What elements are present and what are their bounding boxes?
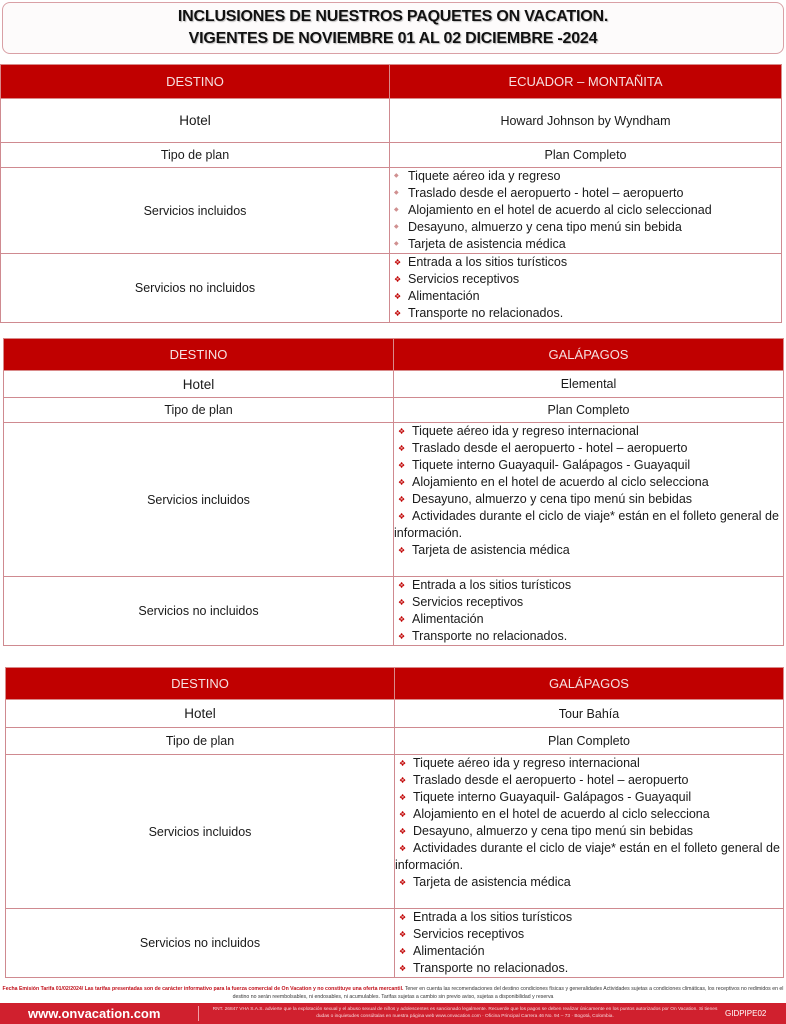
bullet-icon: ❖ [398,632,406,641]
list-item: ❖ Transporte no relacionados. [394,306,564,320]
included-services-cell [395,755,784,909]
hotel-value: Howard Johnson by Wyndham [390,99,782,143]
bullet-icon: ❖ [398,615,406,624]
table-row [6,909,784,978]
document-header [2,2,784,54]
plan-label: Tipo de plan [4,398,394,423]
bullet-icon: ❖ [398,598,406,607]
included-services-label: Servicios incluidos [1,168,390,254]
destino-label: DESTINO [6,668,395,700]
list-item: ❖ Entrada a los sitios turísticos [399,910,573,924]
package-table [3,338,784,646]
list-item: ❖ Alimentación [394,289,480,303]
bullet-icon: ❖ [399,776,407,785]
destino-value: GALÁPAGOS [395,668,784,700]
list-item: ❖ Alimentación [398,612,484,626]
package-table [0,64,782,323]
included-services-list [395,755,783,891]
list-item: ◆ Alojamiento en el hotel de acuerdo al ciclo seleccionad [394,203,712,217]
excluded-services-list [394,577,783,645]
list-item: ❖ Alojamiento en el hotel de acuerdo al ciclo selecciona [398,475,709,489]
disclaimer-text [0,985,786,1001]
excluded-services-label: Servicios no incluidos [4,577,394,646]
list-item: ❖ Alojamiento en el hotel de acuerdo al ciclo selecciona [399,807,710,821]
document-code: GIDPIPE02 [725,1009,767,1018]
table-row [1,143,782,168]
bullet-icon: ❖ [399,759,407,768]
list-item: ❖ Tiquete aéreo ida y regreso internacional [398,424,639,438]
table-row [6,700,784,728]
hotel-label: Hotel [4,371,394,398]
bullet-icon: ❖ [399,827,407,836]
table-row [6,728,784,755]
hotel-label: Hotel [6,700,395,728]
included-services-label: Servicios incluidos [4,423,394,577]
package-table [5,667,784,978]
bullet-icon: ❖ [399,947,407,956]
hotel-value: Elemental [394,371,784,398]
bullet-icon: ❖ [398,512,406,521]
included-services-cell [394,423,784,577]
destino-label: DESTINO [1,65,390,99]
hotel-label: Hotel [1,99,390,143]
hotel-value: Tour Bahía [395,700,784,728]
table-row [1,168,782,254]
table-header-row [6,668,784,700]
footer-legal-text: RNT. 26847 VHA S.A.S. advierte que la explotación sexual y el abuso sexual de niños y adolescentes es sancionado legalmente. Recuerde que los pagos se deben realizar únicamente en los puntos autorizados por On Vacation. Si tienes dudas o inquietudes consúltalas en nuestra página web www.onvacation.com · Oficina Principal Carrera 46 No. 94 – 73 · Bogotá, Colombia. [212,1007,718,1019]
bullet-icon: ❖ [399,793,407,802]
list-item: ❖ Desayuno, almuerzo y cena tipo menú sin bebidas [399,824,694,838]
bullet-icon: ❖ [398,427,406,436]
plan-value: Plan Completo [390,143,782,168]
bullet-icon: ❖ [398,495,406,504]
table-header-row [1,65,782,99]
included-services-list [394,423,783,559]
bullet-icon: ❖ [394,292,402,301]
footer-bar [0,1003,786,1024]
list-item: ◆ Traslado desde el aeropuerto - hotel – aeropuerto [394,186,684,200]
header-title-line-1: INCLUSIONES DE NUESTROS PAQUETES ON VACATION. [177,8,609,25]
list-item: ❖ Tarjeta de asistencia médica [398,543,570,557]
bullet-icon: ❖ [398,444,406,453]
list-item: ◆ Tarjeta de asistencia médica [394,237,566,251]
plan-value: Plan Completo [394,398,784,423]
plan-label: Tipo de plan [1,143,390,168]
destino-value: ECUADOR – MONTAÑITA [390,65,782,99]
excluded-services-cell [394,577,784,646]
list-item: ◆ Desayuno, almuerzo y cena tipo menú sin bebida [394,220,682,234]
table-row [1,99,782,143]
list-item: ❖ Alimentación [399,944,485,958]
list-item: ❖ Entrada a los sitios turísticos [394,255,568,269]
table-row [6,755,784,909]
list-item: ❖ Actividades durante el ciclo de viaje* están en el folleto general de información. [395,841,780,872]
bullet-icon: ❖ [394,258,402,267]
bullet-icon: ❖ [398,546,406,555]
list-item: ❖ Traslado desde el aeropuerto - hotel – aeropuerto [399,773,689,787]
table-row [4,398,784,423]
list-item: ❖ Traslado desde el aeropuerto - hotel – aeropuerto [398,441,688,455]
list-item: ❖ Servicios receptivos [394,272,520,286]
list-item: ❖ Transporte no relacionados. [398,629,568,643]
list-item: ❖ Tiquete interno Guayaquil- Galápagos - Guayaquil [398,458,691,472]
bullet-icon: ❖ [398,581,406,590]
table-row [1,254,782,323]
plan-label: Tipo de plan [6,728,395,755]
disclaimer-conditions: Tener en cuenta las recomendaciones del destino condiciones físicas y generalidades Actividades sujetas a condiciones climáticas, los receptivos no redimidos en el destino no serán reembolsables, ni endosables, ni acumulables. Tarifas sujetas a cambio sin previo aviso, sujetas a disponibilidad y reserva [232,986,784,1000]
bullet-icon: ❖ [399,810,407,819]
table-header-row [4,339,784,371]
disclaimer-date-note: Fecha Emisión Tarifa 01/02/2024/ Las tarifas presentadas son de carácter informativo para la fuerza comercial de On Vacation y no constituye una oferta mercantil. [2,986,404,992]
included-services-cell [390,168,782,254]
list-item: ❖ Tiquete interno Guayaquil- Galápagos - Guayaquil [399,790,692,804]
list-item: ❖ Desayuno, almuerzo y cena tipo menú sin bebidas [398,492,693,506]
header-title-line-2: VIGENTES DE NOVIEMBRE 01 AL 02 DICIEMBRE -2024 [188,30,598,47]
bullet-icon: ◆ [394,173,399,179]
bullet-icon: ❖ [399,878,407,887]
list-item: ❖ Tarjeta de asistencia médica [399,875,571,889]
excluded-services-label: Servicios no incluidos [6,909,395,978]
excluded-services-cell [395,909,784,978]
list-item: ❖ Entrada a los sitios turísticos [398,578,572,592]
excluded-services-list [395,909,783,977]
bullet-icon: ◆ [394,224,399,230]
website-link[interactable]: www.onvacation.com [28,1006,161,1021]
bullet-icon: ◆ [394,190,399,196]
bullet-icon: ❖ [399,913,407,922]
included-services-list [390,168,781,253]
destino-value: GALÁPAGOS [394,339,784,371]
bullet-icon: ◆ [394,207,399,213]
bullet-icon: ◆ [394,241,399,247]
bullet-icon: ❖ [399,964,407,973]
bullet-icon: ❖ [399,930,407,939]
table-row [4,371,784,398]
excluded-services-list [390,254,781,322]
bullet-icon: ❖ [399,844,407,853]
list-item: ❖ Servicios receptivos [399,927,525,941]
destino-label: DESTINO [4,339,394,371]
excluded-services-cell [390,254,782,323]
bullet-icon: ❖ [398,461,406,470]
list-item: ❖ Transporte no relacionados. [399,961,569,975]
list-item: ❖ Servicios receptivos [398,595,524,609]
included-services-label: Servicios incluidos [6,755,395,909]
list-item: ◆ Tiquete aéreo ida y regreso [394,169,561,183]
list-item: ❖ Tiquete aéreo ida y regreso internacional [399,756,640,770]
plan-value: Plan Completo [395,728,784,755]
excluded-services-label: Servicios no incluidos [1,254,390,323]
table-row [4,423,784,577]
table-row [4,577,784,646]
bullet-icon: ❖ [394,309,402,318]
list-item: ❖ Actividades durante el ciclo de viaje* están en el folleto general de información. [394,509,779,540]
bullet-icon: ❖ [398,478,406,487]
bullet-icon: ❖ [394,275,402,284]
